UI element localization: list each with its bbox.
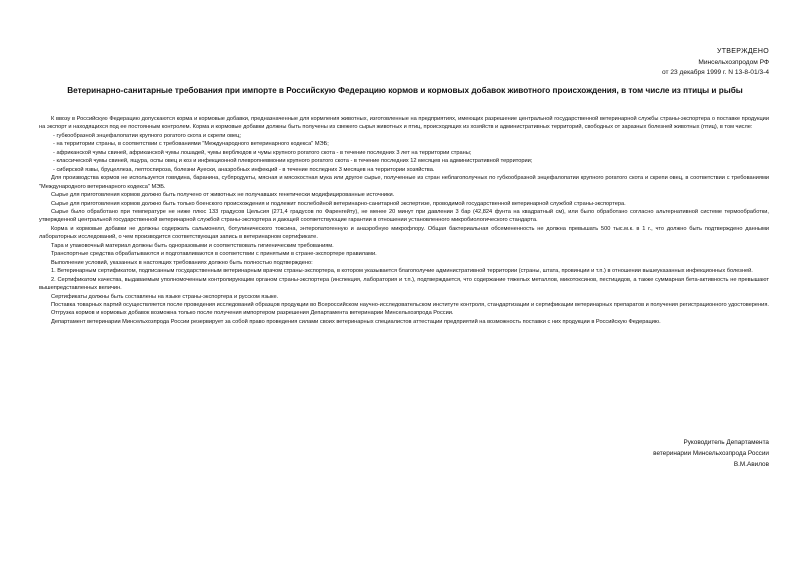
- body-paragraph: Транспортные средства обрабатываются и подготавливаются в соответствии с принятыми в стране-экспортере правилами.: [51, 251, 377, 258]
- signature-name: В.М.Авилов: [733, 460, 769, 468]
- body-paragraph: Тара и упаковочный материал должны быть одноразовыми и соответствовать гигиеническим требованиям.: [51, 242, 334, 249]
- approval-stamp: УТВЕРЖДЕНО: [716, 48, 769, 55]
- body-paragraph: Сырье было обработано при температуре не ниже плюс 133 градусов Цельсия (271,4 градусов по Фаренгейту), не менее 20 минут при давлении 3 бар (42,824 фунта на квадратный см), или было обработано согласно альтернативной системе термообработки, утвержденной центральной государственной ветеринарной службой страны-экспортера и дающей соответствующие гарантии в отношении установленного микробиологического стандарта.: [39, 208, 769, 224]
- disease-list-item: - на территории страны, в соответствии с требованиями "Международного ветеринарного кодекса" МЭБ;: [53, 141, 329, 148]
- approval-ministry: Минсельхозпродом РФ: [698, 58, 769, 66]
- disease-list-item: - губкообразной энцефалопатии крупного рогатого скота и скрепи овец;: [53, 132, 241, 139]
- body-paragraph: Выполнение условий, указанных в настоящих требованиях должно быть полностью подтверждено:: [51, 259, 313, 266]
- disease-list-item: - сибирской язвы, бруцеллеза, лептоспироза, болезни Ауески, анаэробных инфекций - в течение последних 3 месяцев на территории хозяйства.: [53, 166, 435, 173]
- signature-block: [653, 438, 769, 470]
- document-body: [39, 115, 769, 326]
- body-paragraph: Департамент ветеринарии Минсельхозпрода России резервирует за собой право проведения силами своих ветеринарных специалистов аттестации предприятий на возможность поставки с них продукции в Российскую Федерацию.: [51, 318, 661, 325]
- body-paragraph: Поставка товарных партий осуществляется после проведения исследований образцов продукции во Всероссийском научно-исследовательском институте контроля, стандартизации и сертификации ветеринарных препаратов и получения регистрационного удостоверения.: [51, 301, 769, 308]
- approval-date-number: от 23 декабря 1999 г. N 13-8-01/3-4: [662, 69, 769, 76]
- body-paragraph: 2. Сертификатом качества, выдаваемым уполномоченным контролирующим органом страны-экспортера (инспекция, лаборатория и т.п.), подтверждается, что содержание тяжелых металлов, микотоксинов, пестицидов, а также суммарная бета-активность не превышают вышепредставленных величин.: [39, 276, 769, 292]
- body-paragraph: Сырье для приготовления кормов должно быть получено от животных не получавших генетически модифицированные источники.: [51, 192, 395, 199]
- body-paragraph: Для производства кормов не используется говядина, баранина, субпродукты, мясная и мясокостная мука или другое сырье, полученные из стран неблагополучных по губкообразной энцефалопатии крупного рогатого скота и скрепи овец, в соответствии с требованиями "Международного ветеринарного кодекса" МЭБ.: [39, 175, 769, 190]
- body-paragraph: Сертификаты должны быть составлены на языке страны-экспортера и русском языке.: [51, 293, 279, 300]
- approval-block: [662, 47, 769, 79]
- body-paragraph: К ввозу в Российскую Федерацию допускаются корма и кормовые добавки, предназначенные для кормления животных, изготовленные на предприятиях, имеющих разрешение центральной государственной ветеринарной службы страны-экспортера о поставке продукции на экспорт и находящихся под ее постоянным контролем. Корма и кормовые добавки должны быть получены из свежего сырья животных и птиц, происходящих из хозяйств и административных территорий, свободных от заразных болезней животных (птиц), в том числе:: [39, 116, 769, 131]
- signature-position: Руководитель Департамента: [683, 439, 769, 446]
- disease-list-item: - африканской чумы свиней, африканской чумы лошадей, чумы верблюдов и чумы крупного рогатого скота - в течение последних 3 лет на территории страны;: [53, 149, 472, 156]
- disease-list-item: - классической чумы свиней, ящура, оспы овец и коз и инфекционной плевропневмонии крупного рогатого скота - в течение последних 12 месяцев на административной территории;: [53, 158, 533, 165]
- body-paragraph: 1. Ветеринарным сертификатом, подписанным государственным ветеринарным врачом страны-экспортера, в котором указывается благополучие административной территории (страны, штата, провинции и т.п.) в отношении вышеуказанных инфекционных болезней.: [51, 268, 753, 275]
- body-paragraph: Сырье для приготовления кормов должно быть только боенского происхождения и подлежит послебойной ветеринарно-санитарной экспертизе, проводимой государственной ветеринарной службой страны-экспортера.: [51, 200, 626, 207]
- body-paragraph: Корма и кормовые добавки не должны содержать сальмонелл, ботулинического токсина, энтеропатогенную и анаэробную микрофлору. Общая бактериальная обсемененность не должна превышать 500 тыс.м.к. в 1 г., что должно быть подтверждено данными лабораторных исследований, о чем производится соответствующая запись в ветеринарном сертификате.: [39, 225, 769, 241]
- document-title: Ветеринарно-санитарные требования при импорте в Российскую Федерацию кормов и кормовых добавок животного происхождения, в том числе из птицы и рыбы: [67, 86, 743, 95]
- body-paragraph: Отгрузка кормов и кормовых добавок возможна только после получения импортером разрешения Департамента ветеринарии Минсельхозпрода России.: [51, 310, 454, 317]
- signature-department: ветеринарии Минсельхозпрода России: [653, 449, 769, 457]
